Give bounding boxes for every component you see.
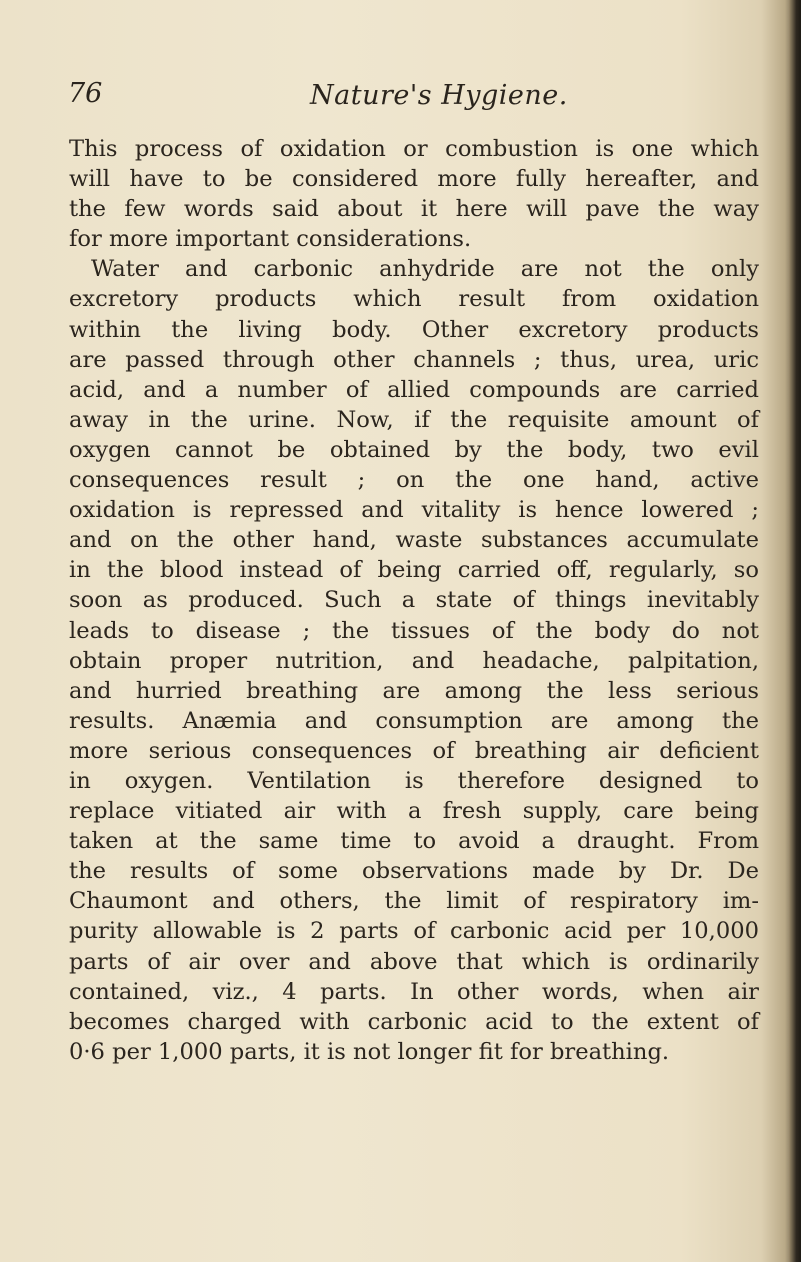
text-line: contained, viz., 4 parts. In other words, when air [69,978,759,1005]
text-line: are passed through other channels ; thus, urea, uric [69,346,759,373]
text-line: oxygen cannot be obtained by the body, two evil [69,436,759,463]
text-line: more serious consequences of breathing air deficient [69,737,759,764]
text-line: the results of some observations made by Dr. De [69,858,759,885]
text-line: excretory products which result from oxidation [69,286,759,313]
page-number: 76 [68,78,103,109]
text-line: oxidation is repressed and vitality is hence lowered ; [69,497,759,524]
text-line: becomes charged with carbonic acid to the extent of [69,1008,759,1035]
text-line: taken at the same time to avoid a draught. From [69,828,759,855]
text-line: and on the other hand, waste substances accumulate [69,527,759,554]
text-line: soon as produced. Such a state of things inevitably [69,587,759,614]
text-line: will have to be considered more fully hereafter, and [69,166,759,193]
text-line: results. Anæmia and consumption are among the [69,707,759,734]
text-line: and hurried breathing are among the less serious [69,677,759,704]
text-line: This process of oxidation or combustion is one which [69,136,759,162]
text-line: within the living body. Other excretory products [69,316,759,343]
text-line: parts of air over and above that which is ordinarily [69,948,759,975]
text-line: obtain proper nutrition, and headache, palpitation, [69,647,759,674]
text-line: in the blood instead of being carried off, regularly, so [69,557,759,584]
text-line: purity allowable is 2 parts of carbonic acid per 10,000 [69,918,759,945]
body-text [69,134,759,1067]
text-line: consequences result ; on the one hand, active [69,467,759,494]
text-line: the few words said about it here will pave the way [69,196,759,223]
text-line: for more important considerations. [69,226,472,253]
text-line: acid, and a number of allied compounds are carried [69,376,759,403]
text-line: in oxygen. Ventilation is therefore designed to [69,767,759,794]
page-edge-shadow [789,0,801,1262]
text-line: leads to disease ; the tissues of the body do not [69,617,759,644]
text-line: Water and carbonic anhydride are not the only [91,256,759,283]
text-line: replace vitiated air with a fresh supply, care being [69,798,759,825]
text-line: away in the urine. Now, if the requisite amount of [69,406,759,433]
page-header [68,78,748,112]
text-line: 0·6 per 1,000 parts, it is not longer fit for breathing. [69,1038,670,1065]
running-title: Nature's Hygiene. [310,80,568,111]
text-line: Chaumont and others, the limit of respiratory im- [69,888,759,915]
